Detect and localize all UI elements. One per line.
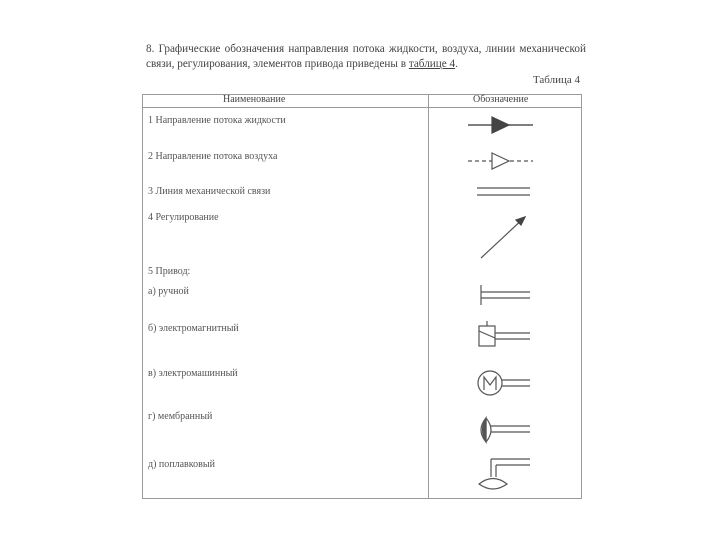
row-label-membrane: г) мембранный <box>148 411 213 422</box>
electromagnetic-drive-icon <box>479 321 530 346</box>
row-label-float: д) поплавковый <box>148 459 215 470</box>
table-reference-link[interactable]: таблице 4 <box>408 58 456 70</box>
row-label-electromachine: в) электромашинный <box>148 368 238 379</box>
motor-drive-icon <box>478 371 530 395</box>
float-drive-icon <box>479 459 530 489</box>
intro-text: 8. Графические обозначения направления потока жидкости, воздуха, линии механической связи, регулирования, элементов привода приведены в <box>146 43 586 70</box>
double-line-icon <box>477 188 530 195</box>
row-label-drive: 5 Привод: <box>148 266 191 277</box>
membrane-drive-icon <box>481 418 530 442</box>
row-label-air-flow: 2 Направление потока воздуха <box>148 151 278 162</box>
row-label-liquid-flow: 1 Направление потока жидкости <box>148 115 286 126</box>
row-label-mechanical-link: 3 Линия механической связи <box>148 186 271 197</box>
solid-flow-arrow-icon <box>468 117 533 133</box>
row-label-regulation: 4 Регулирование <box>148 212 219 223</box>
table-number: Таблица 4 <box>532 74 580 86</box>
header-symbol: Обозначение <box>473 94 529 105</box>
symbols-layer <box>143 95 583 500</box>
intro-paragraph <box>146 42 586 72</box>
intro-end: . <box>455 58 458 70</box>
hollow-flow-arrow-icon <box>468 153 533 169</box>
header-name: Наименование <box>223 94 286 105</box>
diagonal-arrow-icon <box>481 217 525 258</box>
row-label-manual: а) ручной <box>148 286 189 297</box>
symbols-table <box>142 94 582 499</box>
row-label-electromagnetic: б) электромагнитный <box>148 323 239 334</box>
manual-drive-icon <box>481 285 530 305</box>
